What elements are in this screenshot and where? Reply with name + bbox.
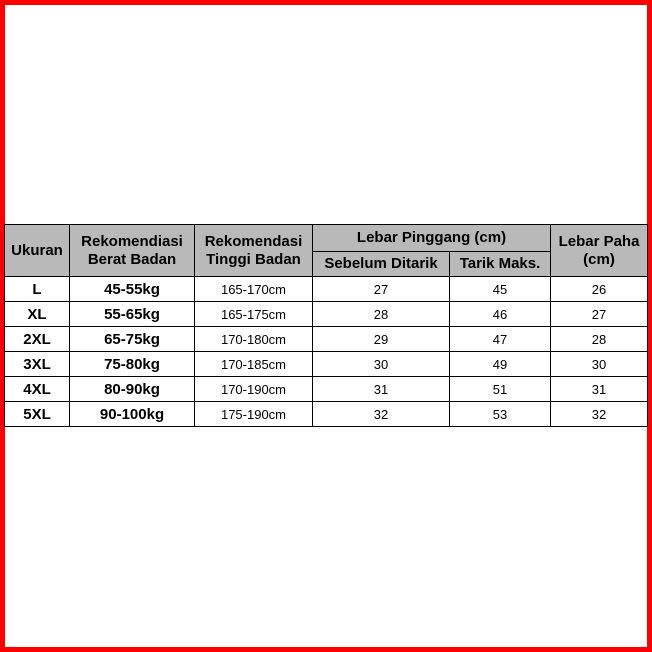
height-cell: 175-190cm [195,402,313,427]
table-row [5,377,648,402]
height-cell: 165-170cm [195,277,313,302]
waist-before-cell: 27 [313,277,450,302]
weight-cell: 90-100kg [70,402,195,427]
header-berat-line2: Berat Badan [87,250,177,268]
waist-max-cell: 51 [450,377,551,402]
weight-cell: 80-90kg [70,377,195,402]
header-row [5,225,648,252]
header-ukuran: Ukuran [5,225,70,277]
height-cell: 165-175cm [195,302,313,327]
weight-cell: 65-75kg [70,327,195,352]
table-row [5,352,648,377]
weight-cell: 75-80kg [70,352,195,377]
header-tinggi-badan [195,225,313,277]
thigh-cell: 27 [551,302,648,327]
header-sebelum-ditarik: Sebelum Ditarik [313,252,450,277]
header-tinggi-line1: Rekomendasi [204,232,303,250]
thigh-cell: 30 [551,352,648,377]
table-row [5,302,648,327]
header-paha-line1: Lebar Paha [558,232,640,250]
waist-max-cell: 53 [450,402,551,427]
waist-before-cell: 32 [313,402,450,427]
header-tarik-maks: Tarik Maks. [450,252,551,277]
waist-max-cell: 47 [450,327,551,352]
header-berat-line1: Rekomendiasi [81,232,183,250]
thigh-cell: 32 [551,402,648,427]
table-row [5,327,648,352]
size-cell: 3XL [5,352,70,377]
waist-before-cell: 30 [313,352,450,377]
thigh-cell: 26 [551,277,648,302]
waist-max-cell: 46 [450,302,551,327]
header-lebar-pinggang: Lebar Pinggang (cm) [313,225,551,252]
weight-cell: 55-65kg [70,302,195,327]
table-row [5,277,648,302]
thigh-cell: 31 [551,377,648,402]
header-paha-line2: (cm) [583,250,615,268]
height-cell: 170-190cm [195,377,313,402]
size-cell: 5XL [5,402,70,427]
header-tinggi-line2: Tinggi Badan [206,250,301,268]
size-cell: XL [5,302,70,327]
waist-max-cell: 45 [450,277,551,302]
waist-max-cell: 49 [450,352,551,377]
header-berat-badan [70,225,195,277]
height-cell: 170-185cm [195,352,313,377]
height-cell: 170-180cm [195,327,313,352]
size-cell: 2XL [5,327,70,352]
size-cell: L [5,277,70,302]
table-row [5,402,648,427]
waist-before-cell: 31 [313,377,450,402]
waist-before-cell: 29 [313,327,450,352]
size-cell: 4XL [5,377,70,402]
weight-cell: 45-55kg [70,277,195,302]
header-lebar-paha [551,225,648,277]
size-chart-table [4,224,648,427]
thigh-cell: 28 [551,327,648,352]
waist-before-cell: 28 [313,302,450,327]
